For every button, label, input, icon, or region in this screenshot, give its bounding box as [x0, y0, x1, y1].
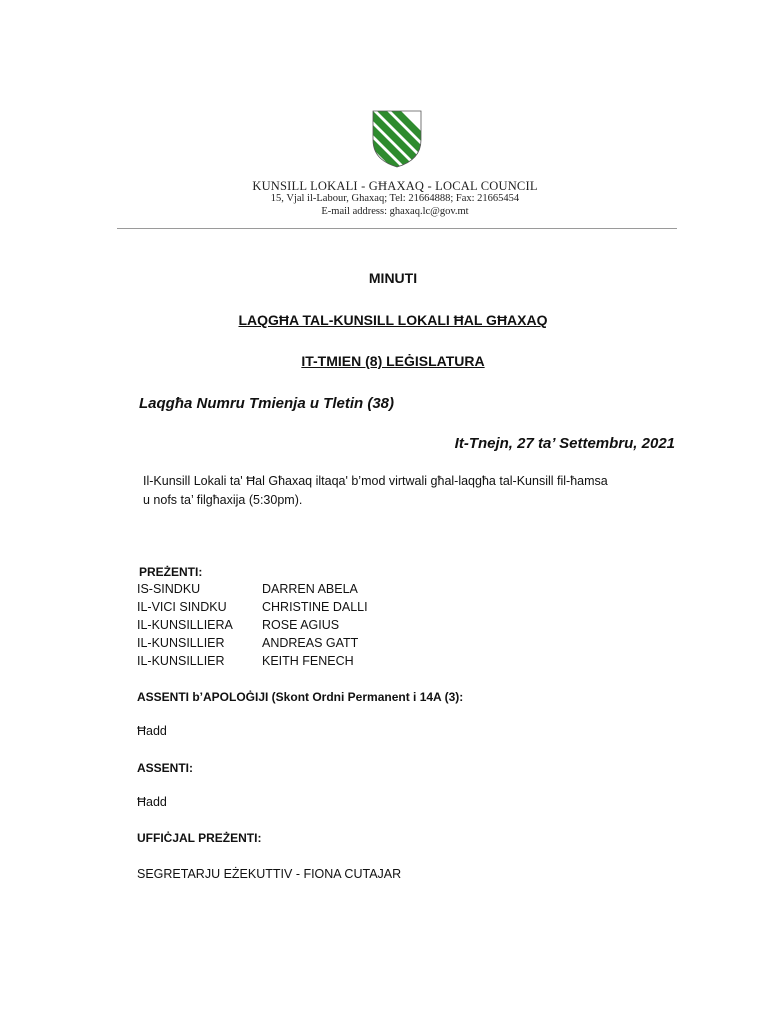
council-crest-icon [372, 110, 422, 168]
attendee-role: IL-KUNSILLIER [137, 636, 225, 650]
attendee-name: KEITH FENECH [262, 654, 354, 668]
officials-heading: UFFIĊJAL PREŻENTI: [137, 831, 262, 845]
absent-heading: ASSENTI: [137, 761, 194, 775]
attendee-name: ROSE AGIUS [262, 618, 340, 632]
legislature-heading: IT-TMIEN (8) LEĠISLATURA [301, 353, 485, 369]
officials-value: SEGRETARJU EŻEKUTTIV - FIONA CUTAJAR [137, 867, 402, 881]
attendee-role: IL-KUNSILLIERA [137, 618, 233, 632]
council-address: 15, Vjal il-Labour, Ghaxaq; Tel: 21664888; Fax: 21665454 [270, 193, 520, 204]
meeting-number: Laqgħa Numru Tmienja u Tletin (38) [139, 395, 395, 412]
intro-line: Il-Kunsill Lokali ta' Ħal Għaxaq iltaqa' b’mod virtwali għal-laqgħa tal-Kunsill fil-ħamsa [143, 474, 608, 488]
attendee-name: CHRISTINE DALLI [262, 600, 368, 614]
attendee-role: IS-SINDKU [137, 582, 201, 596]
intro-paragraph [143, 472, 683, 510]
absent-apologies-value: Ħadd [137, 724, 167, 738]
present-heading: PREŻENTI: [139, 565, 203, 579]
page-title: MINUTI [368, 270, 418, 286]
attendee-role: IL-KUNSILLIER [137, 654, 225, 668]
attendee-name: ANDREAS GATT [262, 636, 359, 650]
attendee-name: DARREN ABELA [262, 582, 358, 596]
meeting-subtitle: LAQGĦA TAL-KUNSILL LOKALI ĦAL GĦAXAQ [238, 312, 548, 328]
absent-apologies-heading: ASSENTI b’APOLOĠIJI (Skont Ordni Permanent i 14A (3): [137, 690, 464, 704]
attendee-role: IL-VICI SINDKU [137, 600, 227, 614]
council-email: E-mail address: ghaxaq.lc@gov.mt [321, 206, 469, 217]
header-divider [117, 228, 677, 229]
meeting-date: It-Tnejn, 27 ta’ Settembru, 2021 [454, 435, 675, 452]
intro-line: u nofs ta’ filgħaxija (5:30pm). [143, 493, 303, 507]
absent-value: Ħadd [137, 795, 167, 809]
council-name: KUNSILL LOKALI - GĦAXAQ - LOCAL COUNCIL [252, 179, 538, 193]
